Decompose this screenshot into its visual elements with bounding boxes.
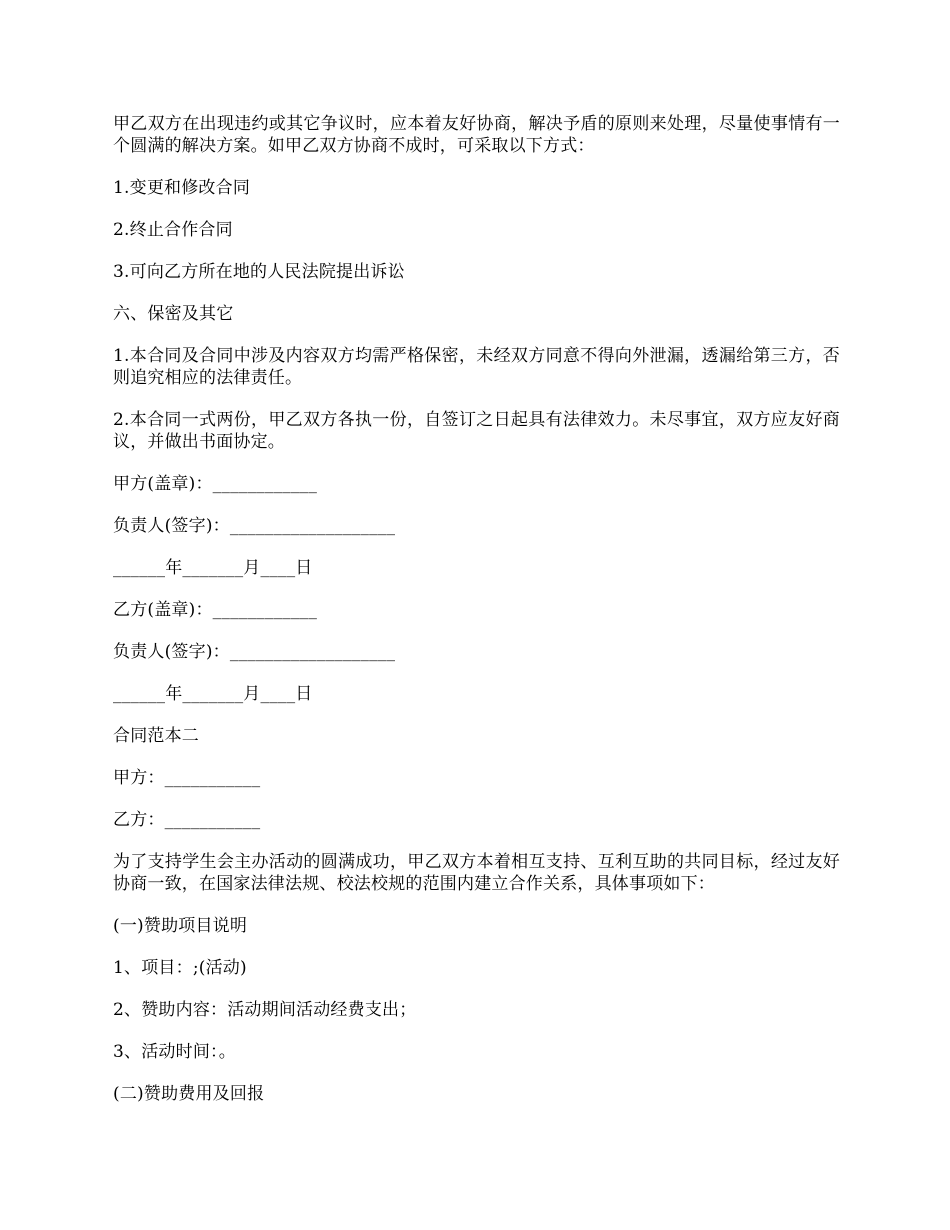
template-two-title: 合同范本二 (113, 726, 199, 746)
party-b-line: 乙方：___________ (113, 810, 261, 830)
paragraph-copies: 2.本合同一式两份，甲乙双方各执一份，自签订之日起具有法律效力。未尽事宜，双方应友好商议，并做出书面协定。 (113, 410, 840, 452)
list-item-time: 3、活动时间：。 (113, 1042, 236, 1062)
paragraph-dispute-resolution: 甲乙双方在出现违约或其它争议时，应本着友好协商，解决予盾的原则来处理，尽量使事情有一个圆满的解决方案。如甲乙双方协商不成时，可采取以下方式： (113, 114, 840, 156)
list-item-project: 1、项目：;(活动) (113, 958, 247, 978)
paragraph-option-lawsuit: 3.可向乙方所在地的人民法院提出诉讼 (113, 262, 405, 282)
paragraph-option-modify: 1.变更和修改合同 (113, 178, 251, 198)
document-page (113, 113, 840, 1125)
signature-party-b-date: ______年_______月____日 (113, 684, 313, 704)
signature-party-b-seal: 乙方(盖章)：____________ (113, 600, 318, 620)
party-a-line: 甲方：___________ (113, 768, 261, 788)
signature-party-a-person: 负责人(签字)：___________________ (113, 516, 396, 536)
paragraph-cooperation-intro: 为了支持学生会主办活动的圆满成功，甲乙双方本着相互支持、互利互助的共同目标，经过友好协商一致，在国家法律法规、校法校规的范围内建立合作关系，具体事项如下： (113, 852, 840, 894)
signature-party-b-person: 负责人(签字)：___________________ (113, 642, 396, 662)
signature-party-a-seal: 甲方(盖章)：____________ (113, 474, 318, 494)
section-heading-sponsorship: (一)赞助项目说明 (113, 916, 248, 936)
paragraph-confidentiality: 1.本合同及合同中涉及内容双方均需严格保密，未经双方同意不得向外泄漏，透漏给第三方，否则追究相应的法律责任。 (113, 346, 840, 388)
section-heading-confidentiality: 六、保密及其它 (113, 304, 234, 324)
section-heading-fees: (二)赞助费用及回报 (113, 1084, 265, 1104)
list-item-content: 2、赞助内容：活动期间活动经费支出； (113, 1000, 417, 1020)
signature-party-a-date: ______年_______月____日 (113, 558, 313, 578)
paragraph-option-terminate: 2.终止合作合同 (113, 220, 233, 240)
